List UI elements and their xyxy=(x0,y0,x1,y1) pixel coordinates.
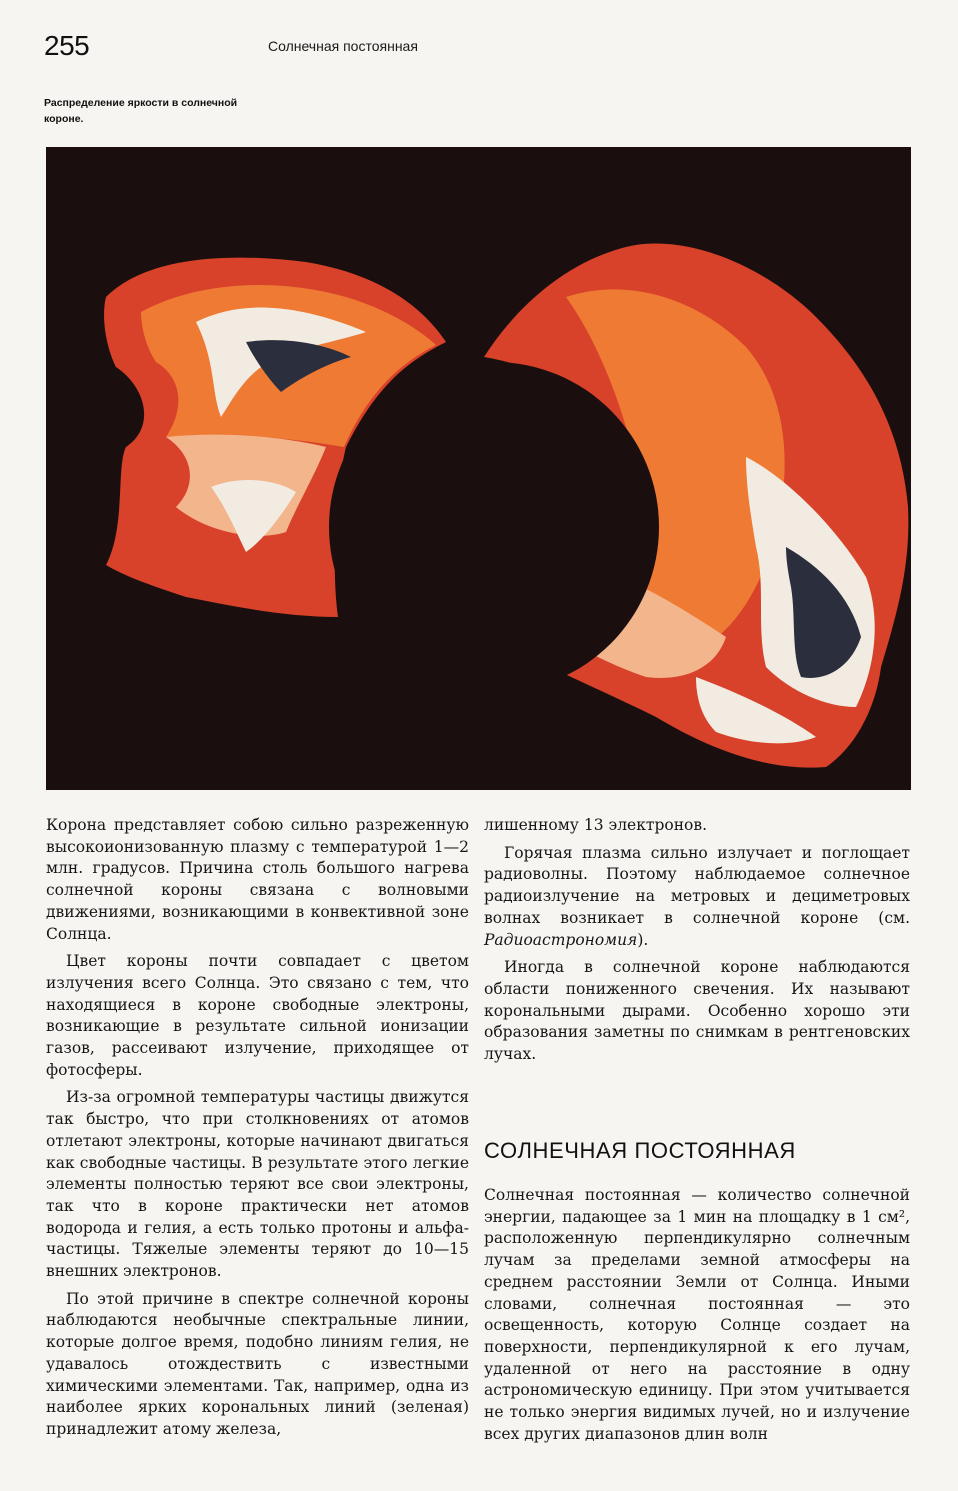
section-heading: СОЛНЕЧНАЯ ПОСТОЯННАЯ xyxy=(484,1138,796,1163)
paragraph: Корона представляет собою сильно разреженную высокоионизованную плазму с температурой 1—2 млн. градусов. Причина столь большого нагрева солнечной короны связана с волновыми движениями, возникающими в конвективной зоне Солнца. xyxy=(46,816,469,943)
paragraph: Цвет короны почти совпадает с цветом излучения всего Солнца. Это связано с тем, что находящиеся в короне свободные электроны, возникающие в результате сильной ионизации газов, рассеивают излучение, приходящее от фотосферы. xyxy=(46,952,469,1079)
paragraph: Иногда в солнечной короне наблюдаются области пониженного свечения. Их называют корональными дырами. Особенно хорошо эти образования заметны по снимкам в рентгеновских лучах. xyxy=(484,958,910,1064)
paragraph: Солнечная постоянная — количество солнечной энергии, падающее за 1 мин на площадку в 1 см², расположенную перпендикулярно солнечным лучам за пределами земной атмосферы на среднем расстоянии Земли от Солнца. Иными словами, солнечная постоянная — это освещенность, которую Солнце создает на поверхности, перпендикулярной к его лучам, удаленной от него на расстояние в одну астрономическую единицу. При этом учитывается не только энергия видимых лучей, но и излучение всех других диапазонов длин волн xyxy=(484,1186,910,1443)
running-head: Солнечная постоянная xyxy=(268,38,418,54)
left-text-column xyxy=(46,815,469,1447)
cross-reference-link[interactable]: Радиоастрономия xyxy=(484,930,638,949)
right-text-column xyxy=(484,815,910,1072)
figure-caption: Распределение яркости в солнечной короне. xyxy=(44,97,238,125)
paragraph-text: ). xyxy=(637,930,649,949)
page-number: 255 xyxy=(44,30,90,61)
paragraph: Из-за огромной температуры частицы движутся так быстро, что при столкновениях от атомов отлетают электроны, которые начинают двигаться как свободные частицы. В результате этого легкие элементы полностью теряют все свои электроны, так что в короне практически нет атомов водорода и гелия, а есть только протоны и альфа-частицы. Тяжелые элементы теряют до 10—15 внешних электронов. xyxy=(46,1088,469,1281)
solar-disk xyxy=(329,362,659,692)
paragraph xyxy=(484,843,910,952)
corona-photo xyxy=(46,147,911,790)
paragraph-continuation: лишенному 13 электронов. xyxy=(484,816,708,834)
paragraph-text: Горячая плазма сильно излучает и поглощает радиоволны. Поэтому наблюдаемое солнечное радиоизлучение на метровых и дециметровых волнах возникает в солнечной короне (см. xyxy=(484,843,910,927)
corona-brightness-image xyxy=(46,147,911,790)
section-body xyxy=(484,1185,910,1445)
paragraph: По этой причине в спектре солнечной короны наблюдаются необычные спектральные линии, которые долгое время, подобно линиям гелия, не удавалось отождествить с известными химическими элементами. Так, например, одна из наиболее ярких корональных линий (зеленая) принадлежит атому железа, xyxy=(46,1289,469,1438)
